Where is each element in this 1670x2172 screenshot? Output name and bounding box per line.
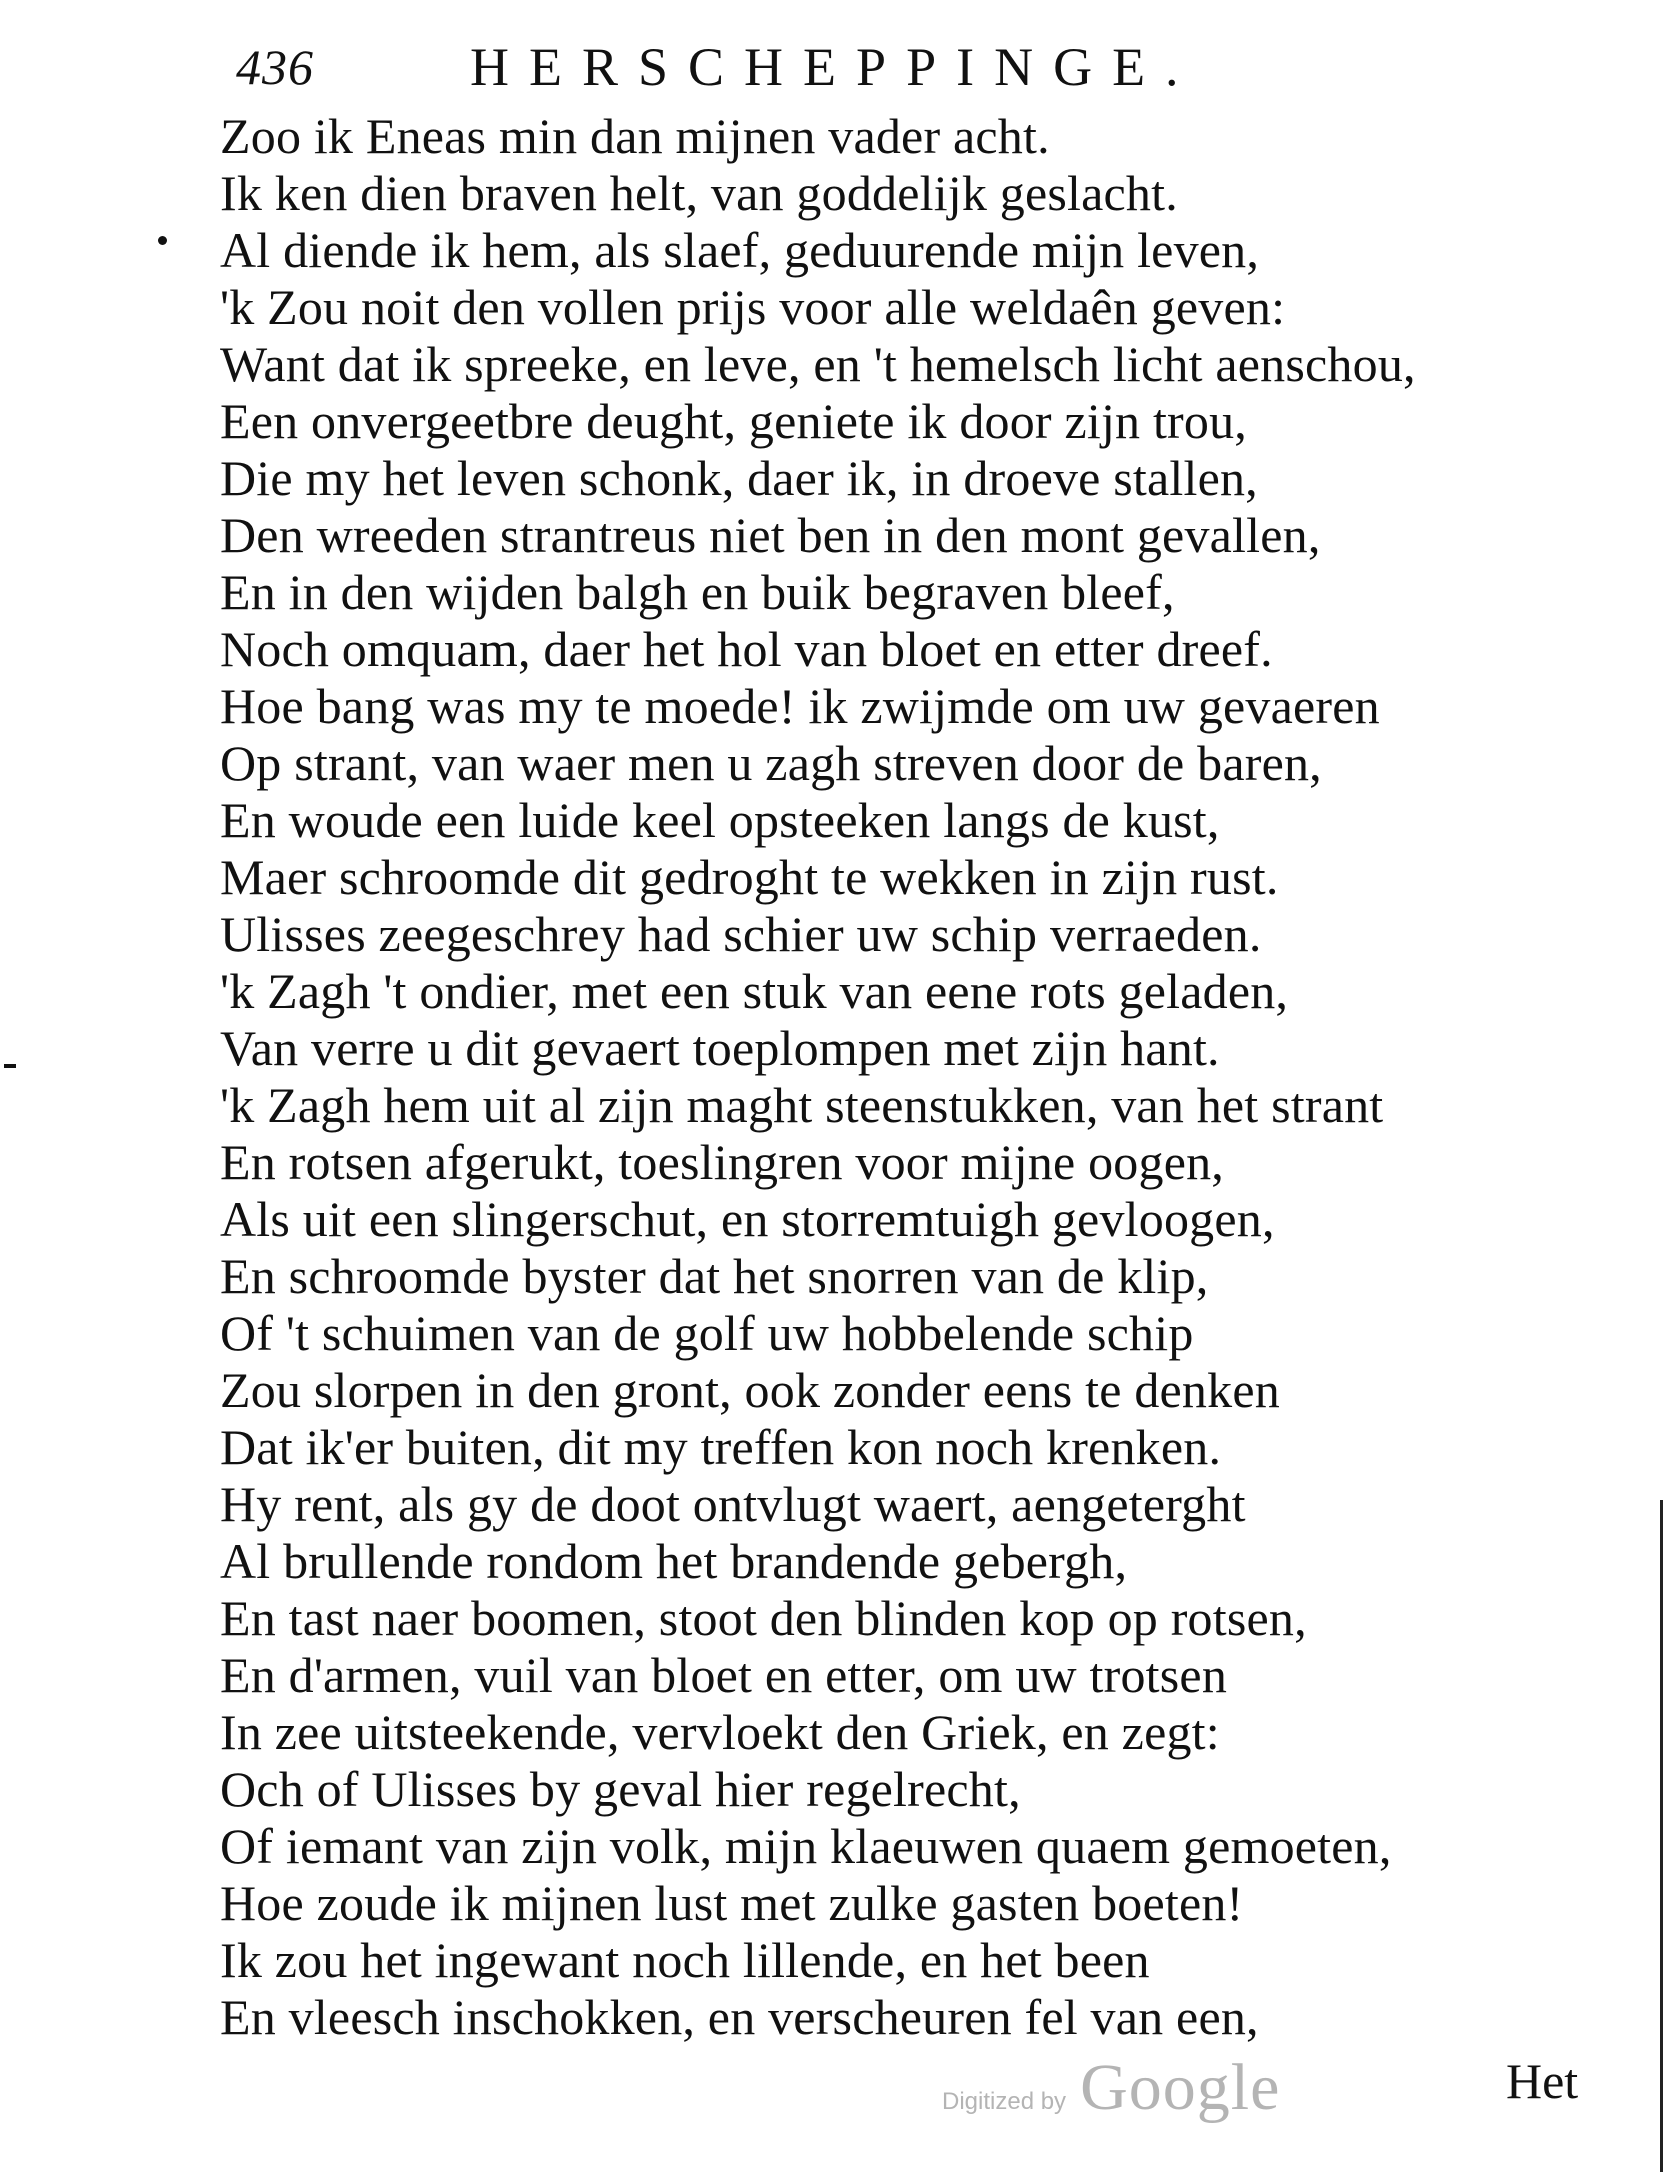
verse-line: Of iemant van zijn volk, mijn klaeuwen quaem gemoeten, xyxy=(220,1818,1392,1874)
verse-line: Want dat ik spreeke, en leve, en 't hemelsch licht aenschou, xyxy=(220,336,1416,392)
verse-line: Als uit een slingerschut, en storremtuigh gevloogen, xyxy=(220,1191,1275,1247)
verse-line: Ulisses zeegeschrey had schier uw schip verraeden. xyxy=(220,906,1262,962)
verse-line: Och of Ulisses by geval hier regelrecht, xyxy=(220,1761,1021,1817)
verse-line: En woude een luide keel opsteeken langs de kust, xyxy=(220,792,1220,848)
margin-dot xyxy=(158,236,167,245)
verse-line: Dat ik'er buiten, dit my treffen kon noch krenken. xyxy=(220,1419,1222,1475)
verse-line: Noch omquam, daer het hol van bloet en etter dreef. xyxy=(220,621,1273,677)
page-number: 436 xyxy=(236,39,314,95)
verse-text xyxy=(220,108,1610,2046)
verse-line: Zou slorpen in den gront, ook zonder eens te denken xyxy=(220,1362,1280,1418)
verse-line: 'k Zou noit den vollen prijs voor alle weldaên geven: xyxy=(220,279,1286,335)
catchword: Het xyxy=(1506,2053,1579,2109)
verse-line: Ik ken dien braven helt, van goddelijk geslacht. xyxy=(220,165,1178,221)
verse-line: 'k Zagh 't ondier, met een stuk van eene rots geladen, xyxy=(220,963,1289,1019)
margin-tick xyxy=(4,1064,16,1068)
verse-line: In zee uitsteekende, vervloekt den Griek, en zegt: xyxy=(220,1704,1220,1760)
verse-line: Den wreeden strantreus niet ben in den mont gevallen, xyxy=(220,507,1321,563)
verse-line: En in den wijden balgh en buik begraven bleef, xyxy=(220,564,1175,620)
verse-line: En rotsen afgerukt, toeslingren voor mijne oogen, xyxy=(220,1134,1224,1190)
google-logo: Google xyxy=(1080,2051,1281,2124)
verse-line: En tast naer boomen, stoot den blinden kop op rotsen, xyxy=(220,1590,1307,1646)
verse-line: Zoo ik Eneas min dan mijnen vader acht. xyxy=(220,108,1050,164)
running-head: HERSCHEPPINGE. xyxy=(470,37,1199,97)
verse-line: Of 't schuimen van de golf uw hobbelende schip xyxy=(220,1305,1194,1361)
verse-line: En d'armen, vuil van bloet en etter, om uw trotsen xyxy=(220,1647,1228,1703)
verse-line: Hy rent, als gy de doot ontvlugt waert, aengeterght xyxy=(220,1476,1246,1532)
verse-line: Die my het leven schonk, daer ik, in droeve stallen, xyxy=(220,450,1258,506)
verse-line: Al diende ik hem, als slaef, geduurende mijn leven, xyxy=(220,222,1260,278)
verse-line: En vleesch inschokken, en verscheuren fel van een, xyxy=(220,1989,1259,2045)
verse-line: Al brullende rondom het brandende gebergh, xyxy=(220,1533,1128,1589)
verse-line: Van verre u dit gevaert toeplompen met zijn hant. xyxy=(220,1020,1220,1076)
watermark-label: Digitized by xyxy=(942,2088,1067,2115)
verse-line: Hoe zoude ik mijnen lust met zulke gasten boeten! xyxy=(220,1875,1244,1931)
verse-line: 'k Zagh hem uit al zijn maght steenstukken, van het strant xyxy=(220,1077,1384,1133)
verse-line: Op strant, van waer men u zagh streven door de baren, xyxy=(220,735,1322,791)
verse-line: Hoe bang was my te moede! ik zwijmde om uw gevaeren xyxy=(220,678,1380,734)
gutter-edge xyxy=(1660,1500,1663,2172)
digitized-watermark xyxy=(942,2050,1280,2126)
verse-line: Een onvergeetbre deught, geniete ik door zijn trou, xyxy=(220,393,1247,449)
verse-line: Maer schroomde dit gedroght te wekken in zijn rust. xyxy=(220,849,1279,905)
verse-line: Ik zou het ingewant noch lillende, en het been xyxy=(220,1932,1150,1988)
verse-line: En schroomde byster dat het snorren van de klip, xyxy=(220,1248,1209,1304)
